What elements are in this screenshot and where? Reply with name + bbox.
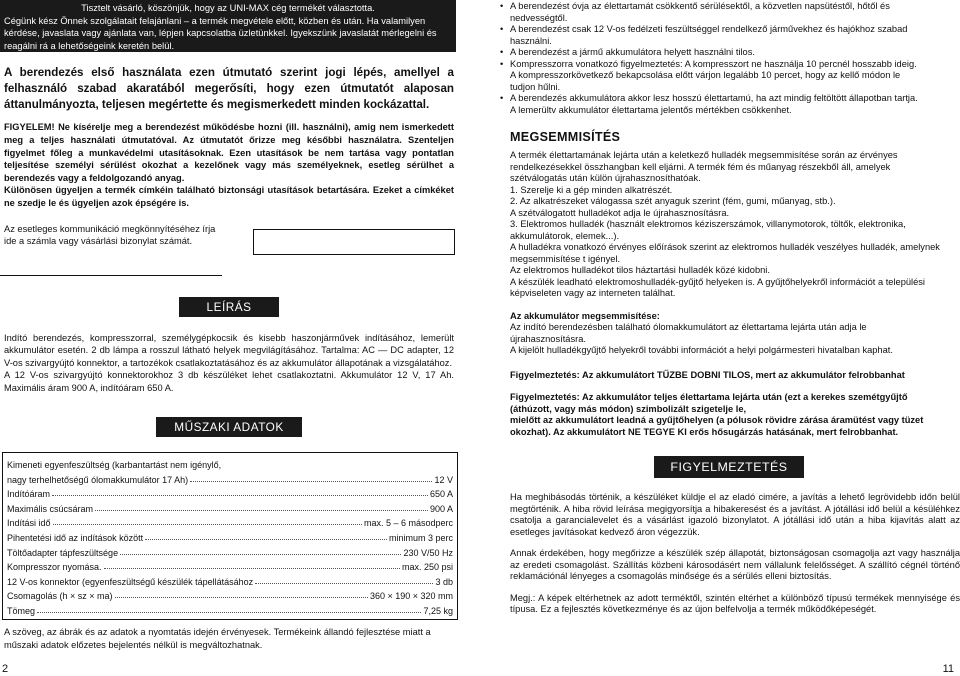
attention-paragraph-2: Annak érdekében, hogy megőrizze a készülék szép állapotát, biztonságosan csomagolja azt vagy használja az eredeti csomagolást. Szállítás közbeni károsodásért nem vállalunk felelősséget. A szállító cégnél történő reklamációnál lényeges a csomagolás minősége és a sérülés elleni biztosítás. [510, 548, 960, 581]
spec-label: nagy terhelhetőségű ólomakkumulátor 17 Ah) [7, 474, 189, 485]
disposal-line: rendelkezésekkel összhangban kell eljárni. A termék fém és műanyag részekből áll, amelyek [510, 161, 891, 172]
spec-value: 900 A [429, 503, 453, 514]
receipt-number-section [0, 223, 458, 275]
spec-row [7, 485, 453, 500]
spec-label: Indítóáram [7, 489, 51, 500]
attention-heading: FIGYELMEZTETÉS [654, 456, 804, 478]
bullet-item [498, 1, 960, 24]
bin-warning-line: (áthúzott, vagy más módon) szimbolizált szigetelje le, [510, 403, 747, 414]
spec-leader [37, 612, 421, 613]
warning-label: FIGYELEM! [4, 122, 55, 133]
spec-row [7, 572, 453, 587]
bin-warning [510, 392, 960, 438]
disposal-heading: MEGSEMMISÍTÉS [510, 130, 621, 144]
description-body [4, 332, 454, 395]
spec-label: 12 V-os konnektor (egyenfeszültségű készülék tápellátásához [7, 576, 254, 587]
disposal-line: A hulladékra vonatkozó érvényes előírások szerint az elektromos hulladék veszélyes hulladék, amelynek [510, 242, 940, 252]
spec-first-line [7, 458, 453, 471]
spec-label: Csomagolás (h × sz × ma) [7, 591, 113, 602]
spec-value: minimum 3 perc [388, 533, 453, 544]
bin-warning-line: Figyelmeztetés: Az akkumulátor teljes élettartama lejárta után (ezt a kerekes szemétgyűjtő [510, 392, 908, 402]
warning-labels-paragraph: Különösen ügyeljen a termék címkéin található biztonsági utasítások betartására. Ezeket a címkéket ne szedje le és ügyeljen azok épségére is. [4, 185, 454, 208]
disposal-line: akkumulátorok, elemek...). [510, 230, 620, 241]
safety-bullets [498, 1, 960, 116]
spec-leader [255, 583, 433, 584]
bullet-line: • A berendezést óvja az élettartamát csökkentő sérülésektől, a közvetlen napsütéstől, hőtől és [510, 1, 890, 11]
intro-line-1: Tisztelt vásárló, köszönjük, hogy az UNI-MAX cég termékét választotta. [81, 3, 375, 13]
battery-disposal-body [510, 322, 960, 357]
spec-leader [145, 539, 387, 540]
attention-note: Megj.: A képek eltérhetnek az adott terméktől, szintén eltérhet a különböző típusú termékek mennyisége és típusa. Ez a fejlesztés következménye és az újon belfelvolja a termék működőképeségét. [510, 592, 960, 614]
receipt-number-field[interactable] [253, 229, 455, 255]
spec-label: Indítási idő [7, 518, 51, 529]
disposal-line: A készülék leadható elektromoshulladék-gyűjtő helyeken is. A gyűjtőhelyekről információt a települési [510, 276, 925, 287]
page-number-left: 2 [2, 663, 9, 675]
spec-value: 12 V [434, 474, 453, 485]
disposal-line: Az elektromos hulladékot tilos háztartási hulladék közé kidobni. [510, 265, 770, 275]
intro-line-2: Cégünk kész Önnek szolgálatait felajánlani – a termék megvétele előtt, közben és után. Ha valamilyen [4, 15, 426, 26]
spec-table [2, 452, 458, 621]
disposal-line: 3. Elektromos hulladék (használt elektromos kéziszerszámok, villanymotorok, töltők, elektronika, [510, 219, 906, 229]
description-paragraph-2: A 12 V-os szivargyújtó konnektorokhoz 3 db készüléket lehet csatlakoztatni. Akkumulátor 12 V, 17 Ah. Maximális áram 900 A, indítóáram 650 A. [4, 370, 454, 393]
bullet-line: • A berendezést csak 12 V-os fedélzeti feszültséggel rendelkező járművekhez és hajókhoz szabad [510, 24, 908, 34]
receipt-instruction-line-1: Az esetleges kommunikáció megkönnyítéséhez írja [4, 223, 216, 234]
spec-row [7, 470, 453, 485]
spec-row [7, 499, 453, 514]
spec-value: 3 db [435, 576, 453, 587]
spec-value: 230 V/50 Hz [403, 547, 453, 558]
receipt-instruction [4, 223, 234, 248]
receipt-instruction-line-2: ide a számla vagy vásárlási bizonylat számát. [4, 236, 193, 247]
tech-heading: MŰSZAKI ADATOK [156, 417, 302, 437]
disposal-line: szétválogatás után külön újrahasznosíthatóak. [510, 173, 701, 183]
attention-paragraph-1: Ha meghibásodás történik, a készüléket küldje el az eladó cimére, a javítás a lehető legrövidebb időn belül megtörténik. A hiba rövid leírása megigyorsítja a hibakeresést és a javítást. A jótállási idő belül a késüléhkez csatolja a garancialevelet és a vásárlást igazoló bizonylatot. A jótállási idő után a hiba kijavítás alatt az esetleges javításokat kedvező áron végezzük. [510, 492, 960, 537]
battery-line: újrahasznosításra. [510, 333, 586, 344]
spec-value: max. 250 psi [401, 562, 453, 573]
spec-label: Töltőadapter tápfeszültsége [7, 547, 119, 558]
page-number-right: 11 [942, 663, 954, 675]
spec-leader [52, 495, 428, 496]
description-paragraph-1: Indító berendezés, kompresszorral, személygépkocsik és kisebb haszonjárművek indításához, lemerült akkumulátor esetén. 2 db lámpa a rosszul látható helyek megvilágításához. Tartalma: AC — DC adapter, 12 V-os szivargyújtó konnektor, a tartozékok csatlakoztatásához és az akkumulátor állapotának a vizsgálatához. [4, 332, 454, 368]
disposal-line: megsemmisítése t igényel. [510, 253, 621, 264]
bullet-line: • Kompresszorra vonatkozó figyelmeztetés: A kompresszort ne használja 10 percnél hosszabb ideig. [510, 58, 917, 69]
spec-value: 650 A [429, 489, 453, 500]
bullet-item [498, 47, 960, 59]
right-page [498, 0, 960, 675]
receipt-divider [0, 275, 222, 276]
intro-line-3: kérdése, javaslata vagy ajánlata van, lépjen kapcsolatba üzletünkkel. Igyekszünk javaslatát mérlegelni és [4, 28, 437, 39]
bullet-line: A lemerültv akkumulátor élettartama jelentős mértékben csökkenhet. [510, 104, 792, 115]
intro-box [0, 0, 456, 52]
spec-value: max. 5 – 6 másodperc [363, 518, 453, 529]
bin-warning-line: mielőtt az akkumulátort leadná a gyűjtőhelyen (a pólusok rövidre zárása áramütést vagy tüzet [510, 415, 924, 425]
intro-line-4: reagálni rá a lehetőségeink keretén belül. [4, 40, 175, 51]
tech-footnote: A szöveg, az ábrák és az adatok a nyomtatás idején érvényesek. Termékeink állandó fejlesztése miatt a műszaki adatok előzetes bejelentés nélkül is megváltozhatnak. [4, 627, 431, 650]
spec-row [7, 543, 453, 558]
warning-paragraph [4, 121, 454, 184]
spec-row [7, 514, 453, 529]
bin-warning-line: okozhat). Az akkumulátort NE TEGYE KI erős hősugárzás hatásának, mert felrobbanhat. [510, 426, 899, 437]
spec-label: Tömeg [7, 606, 36, 617]
spec-row [7, 558, 453, 573]
battery-line: Az indító berendezésben található ólomakkumulátort az élettartama lejárta után adja le [510, 322, 867, 332]
disposal-line: képviseleten vagy az interneten találhat. [510, 288, 676, 298]
spec-leader [190, 481, 432, 482]
bullet-line: tudjon hűlni. [510, 81, 561, 92]
lead-paragraph: A berendezés első használata ezen útmutató szerint jogi lépés, amellyel a felhasználó szabad akaratából megerősíti, hogy ezen útmutatót alaposan áttanulmányozta, teljesen megértette és megismerkedett minden kockázattal. [4, 66, 454, 111]
spec-row [7, 528, 453, 543]
bullet-line: A kompresszorkövetkező bekapcsolása előtt várjon legalább 10 percet, hogy az kellő módon le [510, 70, 901, 80]
battery-disposal-heading: Az akkumulátor megsemmisítése: [510, 310, 660, 321]
warning-text: Ne kísérelje meg a berendezést működésbe hozni (ill. használni), amig nem ismerkedett meg a teljes használati útmutatóval. Az útmutatót őrizze meg későbbi használatra. Szenteljen figyelmet főleg a munkavédelmi utasításoknak. Ezen utasítások be nem tartása vagy pontatlan teljesítése személyi sérülést okozhat a kezelőnek vagy más személyeknek, esetleg sérülhet a berendezés vagy a feldolgozandó anyag. [4, 122, 454, 183]
bullet-item [498, 93, 960, 116]
spec-label: Maximális csúcsáram [7, 503, 94, 514]
bullet-line: nedvességtől. [510, 12, 568, 23]
spec-row [7, 601, 453, 616]
fire-warning: Figyelmeztetés: Az akkumulátort TŰZBE DOBNI TILOS, mert az akkumulátor felrobbanhat [510, 369, 905, 380]
spec-leader [95, 510, 428, 511]
battery-line: A kijelölt hulladékgyűjtő helyekről további információt a helyi polgármesteri hivatalban kaphat. [510, 345, 893, 355]
bullet-line: • A berendezést a jármű akkumulátora helyett használni tilos. [510, 47, 755, 57]
bullet-item [498, 59, 960, 94]
disposal-line: 2. Az alkatrészeket válogassa szét anyaguk szerint (fém, gumi, műanyag, stb.). [510, 196, 836, 206]
spec-first-label: Kimeneti egyenfeszültség (karbantartást nem igénylő, [7, 460, 222, 471]
spec-leader [120, 554, 401, 555]
spec-leader [104, 568, 400, 569]
disposal-line: A szétválogatott hulladékot adja le újrahasznosításra. [510, 207, 730, 218]
disposal-line: A termék élettartamának lejárta után a keletkező hulladék megsemmisítése során az érvényes [510, 150, 898, 160]
spec-label: Kompresszor nyomása. [7, 562, 102, 573]
spec-value: 7,25 kg [423, 606, 453, 617]
spec-leader [53, 524, 362, 525]
bullet-line: • A berendezés akkumulátora akkor lesz hosszú élettartamú, ha azt mindig feltöltött állapotban tartja. [510, 93, 918, 103]
spec-row [7, 587, 453, 602]
spec-value: 360 × 190 × 320 mm [369, 591, 453, 602]
bullet-item [498, 24, 960, 47]
bullet-line: használni. [510, 35, 552, 46]
spec-leader [115, 597, 368, 598]
left-page [0, 0, 458, 675]
disposal-line: 1. Szerelje ki a gép minden alkatrészét. [510, 184, 673, 195]
spec-label: Pihentetési idő az indítások között [7, 533, 144, 544]
description-heading: LEÍRÁS [179, 297, 279, 317]
disposal-body [510, 150, 960, 300]
